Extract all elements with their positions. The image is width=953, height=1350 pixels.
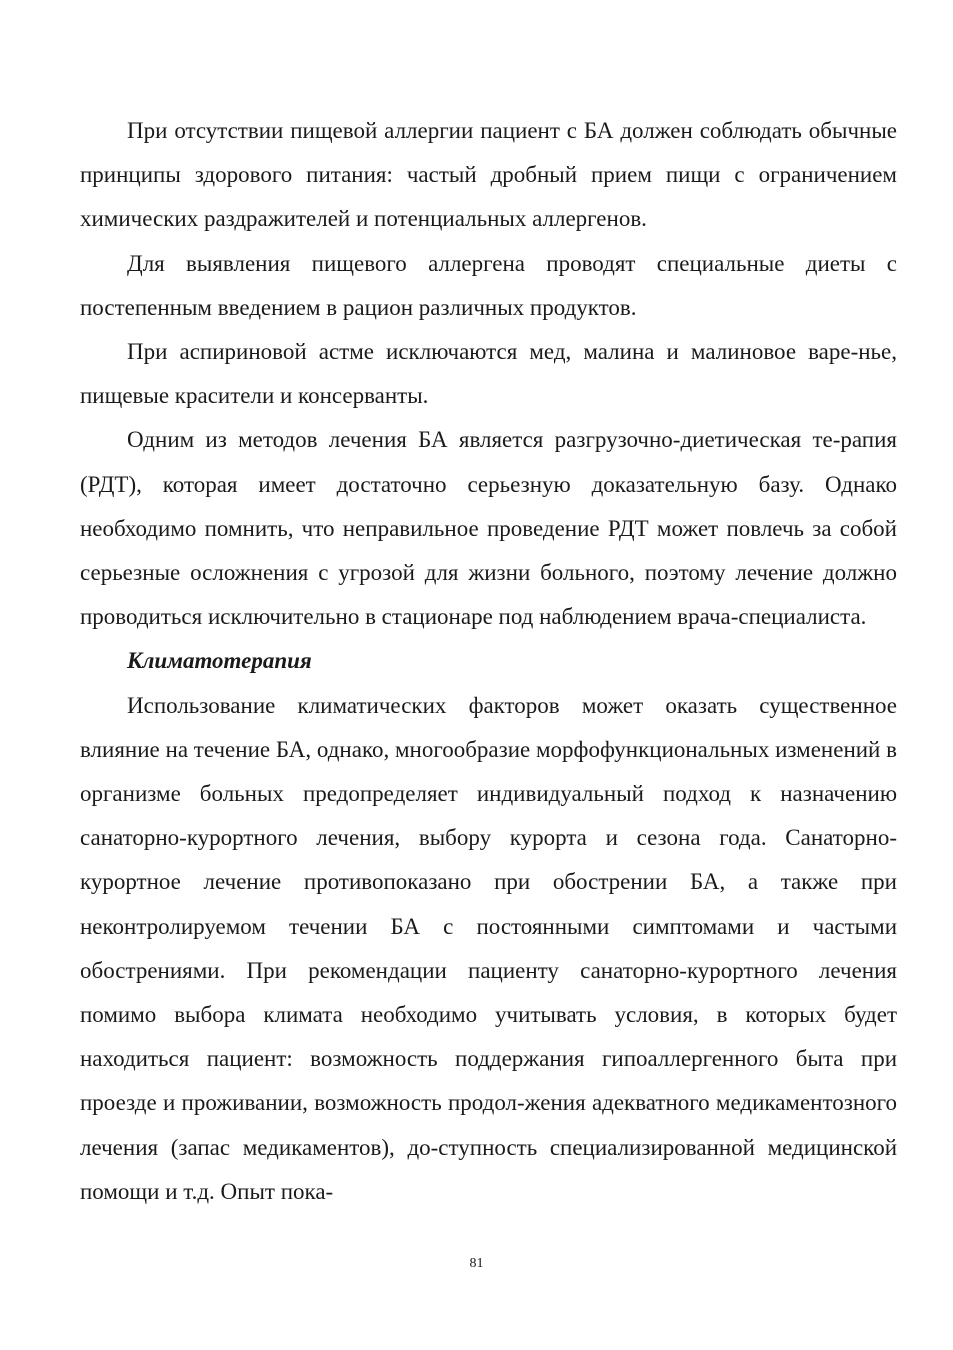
paragraph-food-allergy: При отсутствии пищевой аллергии пациент с БА должен соблюдать обычные принципы здорового питания: частый дробный прием пищи с ограничением химических раздражителей и потенциальных аллергенов. <box>80 118 897 232</box>
paragraph-allergen-detection: Для выявления пищевого аллергена проводят специальные диеты с постепенным введением в рацион различных продуктов. <box>80 250 897 320</box>
paragraph-aspirin-asthma: При аспириновой астме исключаются мед, малина и малиновое варе-нье, пищевые красители и консерванты. <box>80 339 897 409</box>
section-heading: Климатотерапия <box>127 648 312 674</box>
paragraph-climatotherapy: Использование климатических факторов может оказать существенное влияние на течение БА, однако, многообразие морфофункциональных изменений в организме больных предопределяет индивидуальный подход к назначению санаторно-курортного лечения, выбору курорта и сезона года. Санаторно-курортное лечение противопоказано при обострении БА, а также при неконтролируемом течении БА с постоянными симптомами и частыми обострениями. При рекомендации пациенту санаторно-курортного лечения помимо выбора климата необходимо учитывать условия, в которых будет находиться пациент: возможность поддержания гипоаллергенного быта при проезде и проживании, возможность продол-жения адекватного медикаментозного лечения (запас медикаментов), до-ступность специализированной медицинской помощи и т.д. Опыт пока- <box>80 692 897 1204</box>
page-number: 81 <box>469 1256 484 1271</box>
paragraph-fasting-therapy: Одним из методов лечения БА является разгрузочно-диетическая те-рапия (РДТ), которая имеет достаточно серьезную доказательную базу. Однако необходимо помнить, что неправильное проведение РДТ может повлечь за собой серьезные осложнения с угрозой для жизни больного, поэтому лечение должно проводиться исключительно в стационаре под наблюдением врача-специалиста. <box>80 427 897 630</box>
body-text <box>80 109 897 1214</box>
